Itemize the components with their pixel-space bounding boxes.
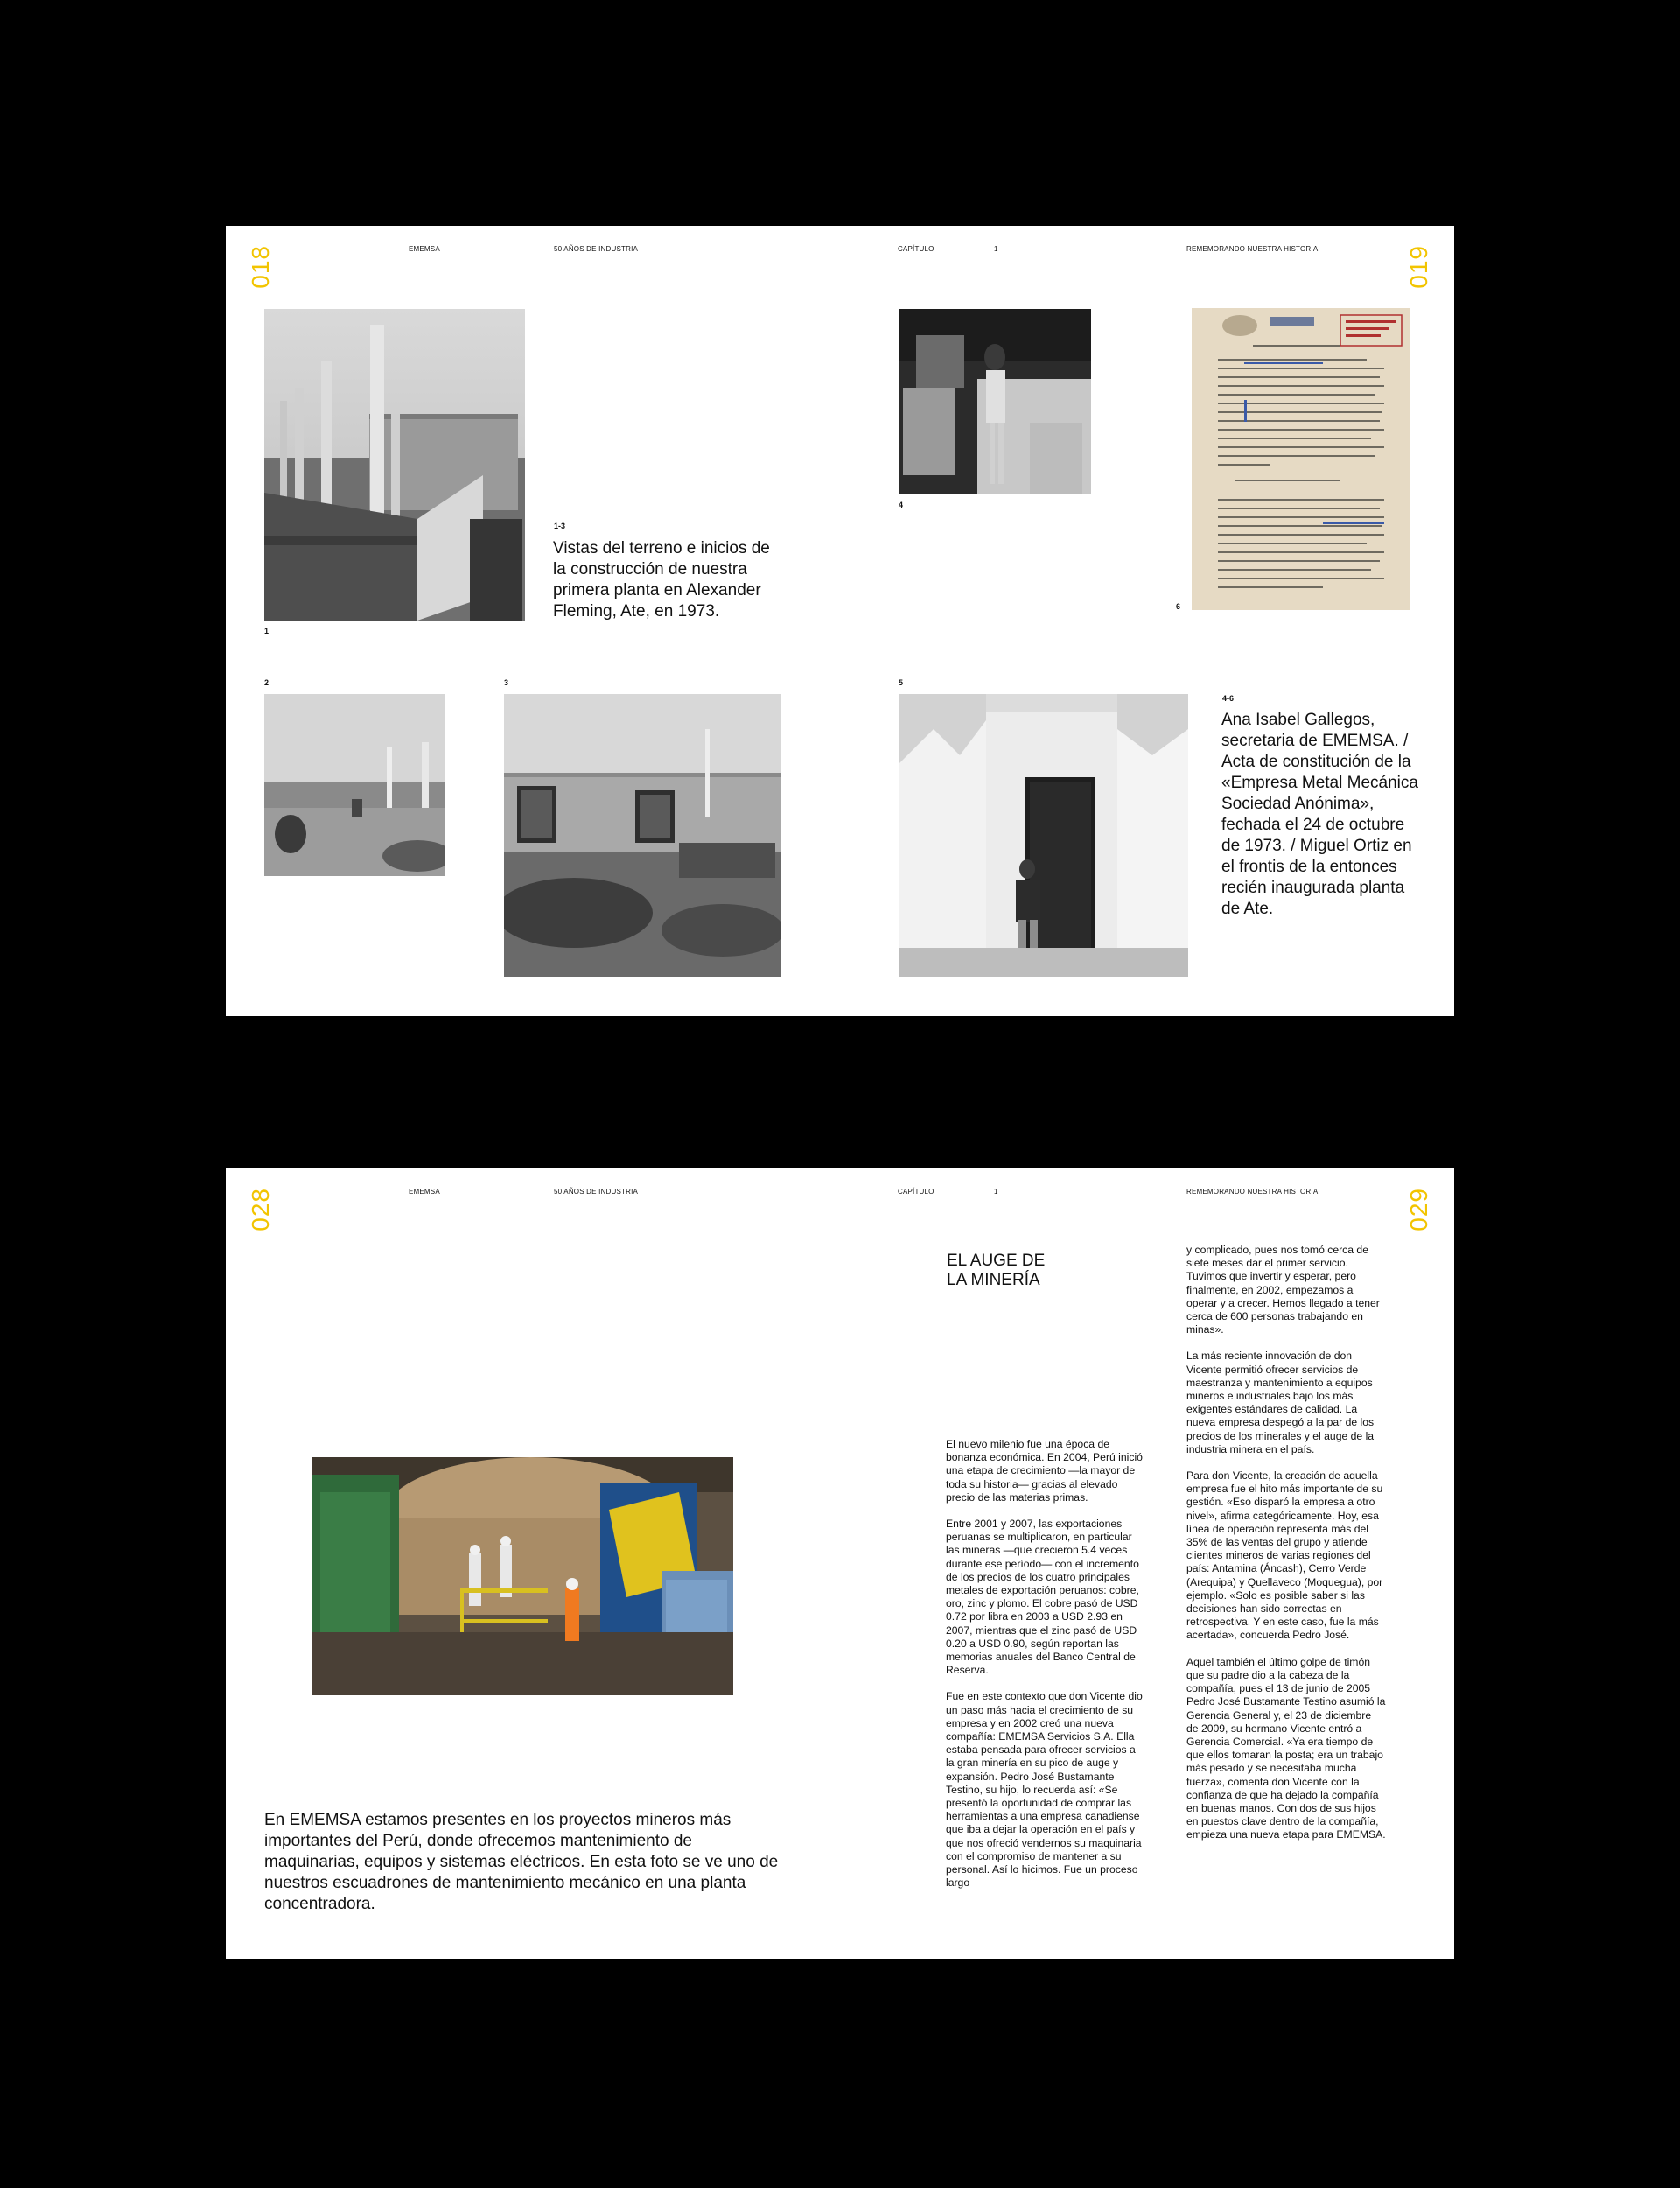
- header-book: 50 AÑOS DE INDUSTRIA: [554, 1188, 639, 1196]
- col2-paragraph-1: y complicado, pues nos tomó cerca de siete meses dar el primer servicio. Tuvimos que invertir y esperar, pero finalmente, en 2002, empezamos a operar y a crecer. Hemos llegado a tener cerca de 600 personas trabajando en minas».: [1186, 1244, 1380, 1336]
- figure-number-5: 5: [899, 678, 904, 687]
- photo-caption: En EMEMSA estamos presentes en los proyectos mineros más importantes del Perú, donde ofrecemos mantenimiento de maquinarias, equipos y sistemas eléctricos. En esta foto se ve uno de nuestros escuadrones de mantenimiento mecánico en una planta concentradora.: [264, 1811, 779, 1913]
- header-chapter-number: 1: [994, 245, 998, 253]
- page-number-left: 028: [247, 1188, 274, 1231]
- article-column-2: [1186, 1244, 1386, 1855]
- col1-paragraph-1: El nuevo milenio fue una época de bonanza económica. En 2004, Perú inició una etapa de crecimiento —la mayor de toda su historia— gracias al elevado precio de las materias primas.: [946, 1438, 1143, 1504]
- figure-number-3: 3: [504, 678, 509, 687]
- photo-secretary: [899, 309, 1091, 494]
- header-chapter-label: CAPÍTULO: [898, 1188, 934, 1196]
- header-book: 50 AÑOS DE INDUSTRIA: [554, 245, 639, 253]
- header-chapter-number: 1: [994, 1188, 998, 1196]
- photo-incorporation-document: [1192, 308, 1410, 610]
- figure-number-4: 4: [899, 501, 904, 509]
- figure-number-6: 6: [1176, 602, 1181, 611]
- article-column-1: [946, 1438, 1145, 1904]
- spread-028-029: [226, 1168, 1454, 1959]
- header-section: REMEMORANDO NUESTRA HISTORIA: [1186, 1188, 1319, 1196]
- page-number-right: 029: [1405, 1188, 1432, 1231]
- page-number-left: 018: [247, 245, 274, 289]
- col2-paragraph-3: Para don Vicente, la creación de aquella empresa fue el hito más importante de su gestión. «Eso disparó la empresa a otro nivel», afirma categóricamente. Hoy, esa línea de operación representa más del 35% de las ventas del grupo y atiende clientes mineros de varias regiones del país: Antamina (Áncash), Cerro Verde (Arequipa) y Quellaveco (Moquegua), por ejemplo. «Solo es posible saber si las decisiones han sido correctas en retrospectiva. Y en este caso, fue la más acertada», concuerda Pedro José.: [1186, 1469, 1383, 1642]
- photo-construction-columns: [264, 309, 525, 621]
- page-number-right: 019: [1405, 245, 1432, 289]
- spread-018-019: [226, 226, 1454, 1016]
- caption-4-6: Ana Isabel Gallegos, secretaria de EMEMSA. / Acta de constitución de la «Empresa Metal Mecánica Sociedad Anónima», fechada el 24 de octubre de 1973. / Miguel Ortiz en el frontis de la entonces recién inaugurada planta de Ate.: [1222, 711, 1418, 918]
- photo-plant-entrance: [899, 694, 1188, 977]
- col2-paragraph-2: La más reciente innovación de don Vicente permitió ofrecer servicios de maestranza y mantenimiento a equipos mineros e industriales bajo los más exigentes estándares de calidad. La nueva empresa despegó a la par de los precios de los minerales y el auge de la industria minera en el país.: [1186, 1350, 1375, 1455]
- col1-paragraph-3: Fue en este contexto que don Vicente dio un paso más hacia el crecimiento de su empresa y en 2002 creó una nueva compañía: EMEMSA Servicios S.A. Ella estaba pensada para ofrecer servicios a la gran minería en su pico de auge y expansión. Pedro José Bustamante Testino, su hijo, lo recuerda así: «Se presentó la oportunidad de comprar las herramientas a una empresa canadiense que iba a dejar la operación en el país y que nos ofreció vendernos su maquinaria con el compromiso de mantener a su personal. Así lo hicimos. Fue un proceso largo: [946, 1690, 1143, 1890]
- photo-building-walls: [504, 694, 781, 977]
- photo-mining-plant: [312, 1457, 733, 1695]
- figure-number-1: 1: [264, 627, 270, 635]
- figure-number-2: 2: [264, 678, 270, 687]
- caption-label-4-6: 4-6: [1222, 694, 1235, 703]
- header-chapter-label: CAPÍTULO: [898, 245, 934, 253]
- header-brand: EMEMSA: [409, 1188, 440, 1196]
- caption-label-1-3: 1-3: [554, 522, 566, 530]
- article-title: EL AUGE DE LA MINERÍA: [947, 1252, 1046, 1289]
- photo-land-plot: [264, 694, 445, 876]
- col2-paragraph-4: Aquel también el último golpe de timón que su padre dio a la cabeza de la compañía, pues el 13 de junio de 2005 Pedro José Bustamante Testino asumió la Gerencia General y, el 23 de diciembre de 2009, su hermano Vicente entró a Gerencia Comercial. «Ya era tiempo de que ellos tomaran la posta; era un trabajo más pesado y se necesitaba mucha fuerza», comenta don Vicente con la confianza de que ha dejado la compañía en buenas manos. Con dos de sus hijos en puestos clave dentro de la compañía, empieza una nueva etapa para EMEMSA.: [1186, 1655, 1386, 1841]
- caption-1-3: Vistas del terreno e inicios de la construcción de nuestra primera planta en Alexander Fleming, Ate, en 1973.: [553, 539, 770, 621]
- header-section: REMEMORANDO NUESTRA HISTORIA: [1186, 245, 1319, 253]
- col1-paragraph-2: Entre 2001 y 2007, las exportaciones peruanas se multiplicaron, en particular las mineras —que crecieron 5.4 veces durante ese período— con el incremento de los precios de los cuatro principales metales de exportación peruanos: cobre, oro, zinc y plomo. El cobre pasó de USD 0.72 por libra en 2003 a USD 2.93 en 2007, mientras que el zinc pasó de USD 0.20 a USD 0.90, según reportan las memorias anuales del Banco Central de Reserva.: [946, 1518, 1139, 1677]
- header-brand: EMEMSA: [409, 245, 440, 253]
